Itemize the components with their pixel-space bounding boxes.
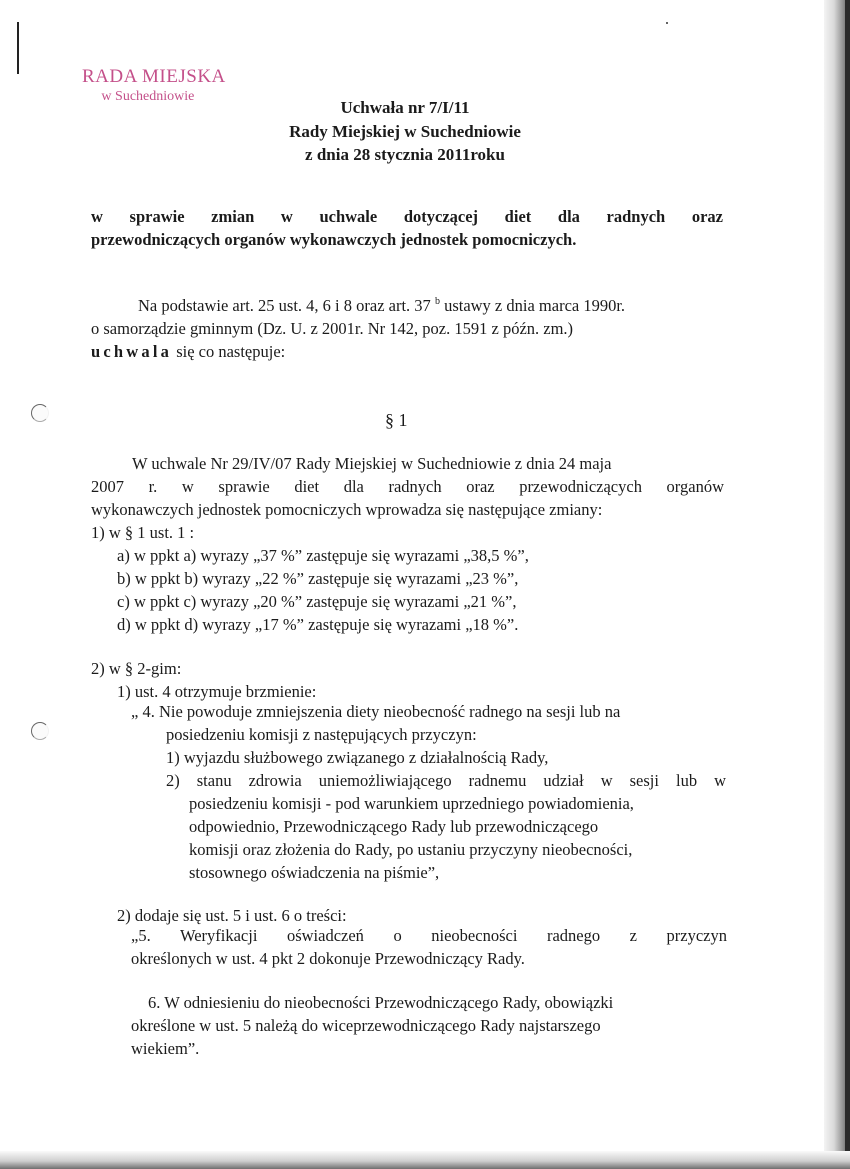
- scan-border-right: [845, 0, 850, 1169]
- scan-speck: [666, 22, 668, 24]
- resolution-number: Uchwała nr 7/I/11: [340, 98, 470, 117]
- ust-4-quote-line-2: posiedzeniu komisji z następujących przyczyn:: [166, 725, 477, 744]
- punch-hole-top: [31, 404, 49, 422]
- legal-basis-line-2: o samorządzie gminnym (Dz. U. z 2001r. Nr 142, poz. 1591 z późn. zm.): [91, 319, 574, 338]
- subject-line-2: przewodniczących organów wykonawczych jednostek pomocniczych.: [91, 230, 577, 249]
- reason-2-line-2: posiedzeniu komisji - pod warunkiem uprzedniego powiadomienia,: [189, 794, 634, 813]
- section-heading: § 1: [385, 410, 408, 430]
- point-1-label: 1) w § 1 ust. 1 :: [91, 523, 195, 542]
- section-intro-line-3: wykonawczych jednostek pomocniczych wprowadza się następujące zmiany:: [91, 500, 603, 519]
- legal-basis-superscript: b: [434, 296, 440, 307]
- reason-2-line-4: komisji oraz złożenia do Rady, po ustaniu przyczyny nieobecności,: [189, 840, 633, 859]
- legal-basis-line-3: [91, 341, 285, 363]
- legal-basis-text-b: ustawy z dnia marca 1990r.: [444, 296, 626, 315]
- reason-2-line-3: odpowiednio, Przewodniczącego Rady lub przewodniczącego: [189, 817, 599, 836]
- ust-6-line-3: wiekiem”.: [131, 1039, 200, 1058]
- point-2-label: 2) w § 2-gim:: [91, 659, 182, 678]
- ust-6-line-2: określone w ust. 5 należą do wiceprzewodniczącego Rady najstarszego: [131, 1016, 601, 1035]
- section-intro-line-2: 2007 r. w sprawie diet dla radnych oraz przewodniczących organów: [91, 477, 724, 496]
- ust-5-line-1: „5. Weryfikacji oświadczeń o nieobecności radnego z przyczyn: [131, 926, 727, 945]
- enacts-rest: się co następuje:: [176, 342, 286, 361]
- point-1-item-c: c) w ppkt c) wyrazy „20 %” zastępuje się wyrazami „21 %”,: [117, 592, 517, 611]
- reason-2-line-5: stosownego oświadczenia na piśmie”,: [189, 863, 440, 882]
- resolution-date: z dnia 28 stycznia 2011roku: [305, 145, 505, 164]
- ust-5-line-2: określonych w ust. 4 pkt 2 dokonuje Przewodniczący Rady.: [131, 949, 525, 968]
- reason-1: 1) wyjazdu służbowego związanego z działalnością Rady,: [166, 748, 549, 767]
- council-stamp: [82, 66, 226, 106]
- scan-mark-left: [17, 22, 19, 74]
- point-2-sub-2-label: 2) dodaje się ust. 5 i ust. 6 o treści:: [117, 906, 347, 925]
- point-1-item-a: a) w ppkt a) wyrazy „37 %” zastępuje się wyrazami „38,5 %”,: [117, 546, 529, 565]
- issuing-body: Rady Miejskiej w Suchedniowie: [289, 121, 521, 141]
- ust-6-line-1: 6. W odniesieniu do nieobecności Przewodniczącego Rady, obowiązki: [148, 993, 614, 1012]
- section-intro-line-1: W uchwale Nr 29/IV/07 Rady Miejskiej w Suchedniowie z dnia 24 maja: [132, 454, 612, 473]
- enacts-word: uchwala: [91, 342, 173, 361]
- stamp-line-2: w Suchedniowie: [101, 89, 195, 104]
- reason-2-line-1: 2) stanu zdrowia uniemożliwiającego radnemu udział w sesji lub w: [166, 771, 726, 790]
- punch-hole-bottom: [31, 722, 49, 740]
- stamp-line-1: RADA MIEJSKA: [82, 66, 226, 87]
- ust-4-quote-line-1: „ 4. Nie powoduje zmniejszenia diety nieobecność radnego na sesji lub na: [131, 702, 621, 721]
- legal-basis-line-1: [138, 295, 625, 317]
- scan-shadow-bottom: [0, 1151, 850, 1169]
- point-1-item-b: b) w ppkt b) wyrazy „22 %” zastępuje się wyrazami „23 %”,: [117, 569, 519, 588]
- subject-line-1: w sprawie zmian w uchwale dotyczącej diet dla radnych oraz: [91, 207, 723, 226]
- point-1-item-d: d) w ppkt d) wyrazy „17 %” zastępuje się wyrazami „18 %”.: [117, 615, 519, 634]
- point-2-sub-1-label: 1) ust. 4 otrzymuje brzmienie:: [117, 682, 317, 701]
- resolution-header: [230, 96, 580, 167]
- legal-basis-text-a: Na podstawie art. 25 ust. 4, 6 i 8 oraz art. 37: [138, 296, 431, 315]
